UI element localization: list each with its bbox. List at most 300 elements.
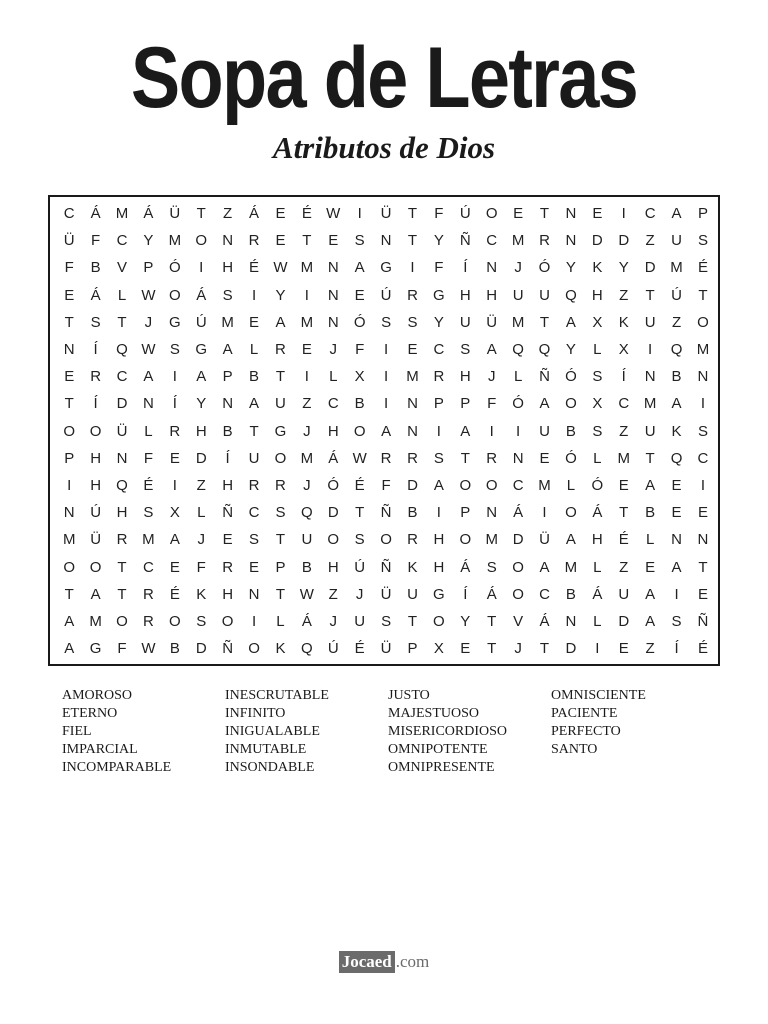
grid-cell: Q — [301, 640, 313, 658]
grid-cell: J — [514, 259, 522, 277]
grid-cell: B — [565, 585, 576, 603]
grid-cell: I — [674, 585, 679, 603]
grid-cell: Á — [90, 286, 101, 304]
grid-cell: Ú — [459, 205, 471, 223]
grid-cell: S — [671, 612, 682, 630]
grid-cell: H — [459, 368, 471, 386]
grid-cell: R — [169, 422, 181, 440]
grid-cell: N — [486, 504, 498, 522]
grid-cell: E — [697, 504, 708, 522]
grid-cell: F — [143, 449, 153, 467]
grid-cell: F — [487, 395, 497, 413]
grid-cell: F — [434, 205, 444, 223]
grid-cell: B — [565, 422, 576, 440]
grid-cell: Ü — [169, 205, 181, 223]
grid-cell: Á — [249, 205, 260, 223]
grid-cell: O — [63, 558, 76, 576]
grid-cell: I — [199, 259, 204, 277]
grid-cell: U — [354, 612, 366, 630]
grid-cell: T — [117, 558, 127, 576]
grid-cell: E — [671, 504, 682, 522]
logo-tld-text: .com — [395, 952, 430, 971]
grid-cell: O — [512, 585, 524, 603]
grid-cell: R — [90, 368, 102, 386]
grid-cell: B — [301, 558, 312, 576]
grid-cell: T — [117, 313, 127, 331]
grid-cell: E — [407, 341, 418, 359]
grid-cell: O — [380, 531, 392, 549]
grid-cell: Y — [565, 341, 576, 359]
grid-cell: Á — [513, 504, 524, 522]
grid-cell: T — [64, 585, 74, 603]
grid-cell: A — [433, 476, 444, 494]
grid-cell: E — [671, 476, 682, 494]
grid-cell: K — [671, 422, 682, 440]
grid-cell: O — [459, 531, 472, 549]
grid-cell: S — [354, 531, 365, 549]
grid-cell: P — [697, 205, 708, 223]
grid-cell: A — [249, 395, 260, 413]
grid-cell: S — [592, 422, 603, 440]
grid-cell: Y — [618, 259, 629, 277]
grid-cell: E — [169, 449, 180, 467]
grid-cell: O — [274, 449, 287, 467]
grid-cell: J — [144, 313, 153, 331]
grid-cell: N — [407, 395, 418, 413]
grid-cell: N — [697, 368, 709, 386]
grid-row — [56, 282, 716, 309]
grid-cell: R — [275, 476, 286, 494]
grid-cell: O — [353, 422, 366, 440]
grid-cell: C — [63, 205, 75, 223]
grid-cell: S — [407, 313, 418, 331]
grid-cell: I — [436, 422, 441, 440]
grid-cell: X — [592, 313, 603, 331]
grid-cell: M — [643, 395, 657, 413]
grid-cell: X — [433, 640, 444, 658]
grid-cell: Í — [463, 259, 468, 277]
grid-cell: P — [460, 504, 471, 522]
grid-cell: X — [354, 368, 365, 386]
grid-cell: Q — [301, 504, 313, 522]
grid-row — [56, 499, 716, 526]
grid-cell: T — [619, 504, 629, 522]
grid-cell: F — [381, 476, 391, 494]
grid-cell: H — [195, 422, 207, 440]
letter-grid — [56, 200, 716, 662]
grid-cell: C — [697, 449, 709, 467]
grid-cell: F — [434, 259, 444, 277]
grid-cell: F — [91, 232, 101, 250]
grid-cell: T — [117, 585, 127, 603]
grid-cell: T — [460, 449, 470, 467]
grid-cell: I — [304, 286, 309, 304]
grid-cell: Ó — [327, 476, 340, 494]
grid-cell: O — [565, 395, 577, 413]
word-item: MAJESTUOSO — [388, 706, 480, 721]
word-item: INCOMPARABLE — [62, 760, 172, 775]
grid-cell: G — [195, 341, 208, 359]
grid-cell: M — [696, 341, 710, 359]
grid-cell: Í — [93, 341, 98, 359]
grid-cell: A — [539, 395, 550, 413]
grid-row — [56, 635, 716, 662]
grid-cell: N — [327, 259, 339, 277]
grid-cell: G — [168, 313, 181, 331]
grid-cell: S — [169, 341, 180, 359]
grid-cell: Ú — [195, 313, 207, 331]
grid-cell: R — [248, 476, 260, 494]
grid-cell: Q — [116, 476, 128, 494]
grid-cell: N — [407, 422, 418, 440]
grid-cell: T — [487, 640, 497, 658]
grid-cell: W — [141, 640, 156, 658]
grid-cell: Y — [143, 232, 154, 250]
grid-cell: R — [539, 232, 550, 250]
grid-cell: F — [64, 259, 74, 277]
grid-cell: X — [592, 395, 603, 413]
grid-cell: F — [196, 558, 206, 576]
grid-cell: Í — [621, 368, 626, 386]
grid-cell: É — [697, 640, 708, 658]
grid-cell: M — [168, 232, 182, 250]
grid-cell: Ó — [591, 476, 604, 494]
grid-cell: Z — [645, 640, 655, 658]
grid-cell: U — [539, 422, 550, 440]
grid-cell: D — [195, 640, 207, 658]
grid-cell: E — [354, 286, 365, 304]
grid-cell: R — [433, 368, 445, 386]
word-column — [388, 687, 551, 777]
grid-cell: J — [329, 612, 338, 630]
grid-cell: I — [489, 422, 494, 440]
grid-cell: N — [565, 232, 577, 250]
grid-cell: E — [169, 558, 180, 576]
grid-cell: T — [355, 504, 365, 522]
grid-cell: Á — [90, 205, 101, 223]
grid-cell: X — [169, 504, 180, 522]
grid-cell: O — [697, 313, 709, 331]
grid-cell: Ü — [90, 531, 102, 549]
grid-cell: W — [326, 205, 341, 223]
grid-cell: T — [64, 313, 74, 331]
grid-cell: Í — [674, 640, 679, 658]
grid-cell: D — [644, 259, 656, 277]
grid-cell: T — [698, 558, 708, 576]
grid-cell: I — [172, 476, 177, 494]
grid-cell: E — [328, 232, 339, 250]
word-item: MISERICORDIOSO — [388, 724, 508, 739]
grid-cell: G — [433, 286, 445, 304]
grid-cell: A — [565, 531, 576, 549]
grid-cell: Y — [196, 395, 207, 413]
grid-cell: J — [329, 341, 338, 359]
grid-cell: T — [275, 531, 286, 549]
grid-cell: I — [700, 476, 706, 494]
grid-row — [56, 581, 716, 608]
grid-cell: J — [514, 640, 522, 658]
grid-cell: G — [380, 259, 392, 277]
grid-cell: Á — [592, 585, 603, 603]
grid-cell: E — [301, 341, 312, 359]
grid-cell: E — [539, 449, 550, 467]
grid-cell: T — [407, 612, 418, 630]
grid-cell: I — [172, 368, 177, 386]
grid-cell: T — [645, 449, 655, 467]
grid-cell: N — [565, 205, 577, 223]
grid-cell: U — [275, 395, 286, 413]
grid-cell: O — [221, 612, 234, 630]
grid-row — [56, 553, 716, 580]
grid-cell: P — [222, 368, 233, 386]
grid-cell: C — [486, 232, 498, 250]
grid-cell: S — [381, 313, 392, 331]
grid-cell: A — [169, 531, 180, 549]
grid-cell: Y — [433, 313, 444, 331]
grid-cell: L — [276, 612, 285, 630]
grid-cell: I — [410, 259, 415, 277]
grid-cell: S — [460, 341, 471, 359]
grid-row — [56, 363, 716, 390]
grid-cell: X — [618, 341, 629, 359]
grid-cell: L — [249, 341, 259, 359]
grid-cell: O — [327, 531, 340, 549]
grid-cell: N — [565, 612, 577, 630]
grid-cell: C — [618, 395, 630, 413]
grid-cell: K — [196, 585, 207, 603]
grid-cell: S — [222, 286, 233, 304]
grid-cell: C — [539, 585, 550, 603]
word-item: PACIENTE — [551, 706, 618, 721]
grid-cell: E — [618, 476, 629, 494]
grid-cell: Ü — [380, 205, 392, 223]
grid-cell: L — [593, 612, 602, 630]
grid-cell: N — [222, 232, 234, 250]
grid-cell: É — [169, 585, 180, 603]
grid-cell: U — [459, 313, 471, 331]
word-item: SANTO — [551, 742, 598, 757]
grid-cell: G — [89, 640, 102, 658]
grid-cell: Ñ — [380, 558, 392, 576]
grid-cell: C — [512, 476, 524, 494]
grid-cell: Ú — [380, 286, 392, 304]
grid-cell: W — [141, 286, 156, 304]
grid-cell: A — [64, 612, 75, 630]
grid-cell: W — [273, 259, 288, 277]
grid-cell: Ú — [354, 558, 366, 576]
grid-cell: R — [380, 449, 392, 467]
grid-cell: H — [459, 286, 471, 304]
grid-cell: T — [539, 313, 550, 331]
grid-cell: É — [697, 259, 708, 277]
grid-cell: M — [485, 531, 498, 549]
grid-cell: N — [671, 531, 682, 549]
grid-cell: T — [407, 232, 418, 250]
word-item: AMOROSO — [62, 688, 133, 703]
grid-cell: R — [248, 232, 260, 250]
grid-cell: M — [89, 612, 102, 630]
grid-cell: Á — [460, 558, 471, 576]
grid-cell: E — [460, 640, 471, 658]
grid-cell: B — [249, 368, 260, 386]
grid-cell: I — [383, 395, 389, 413]
grid-cell: D — [407, 476, 418, 494]
grid-row — [56, 336, 716, 363]
grid-cell: E — [275, 205, 286, 223]
grid-cell: M — [300, 259, 314, 277]
grid-cell: A — [354, 259, 365, 277]
grid-cell: I — [251, 286, 257, 304]
grid-cell: V — [117, 259, 128, 277]
grid-cell: O — [63, 422, 76, 440]
grid-cell: U — [512, 286, 524, 304]
grid-cell: R — [407, 531, 418, 549]
grid-cell: Ñ — [459, 232, 471, 250]
grid-cell: N — [116, 449, 128, 467]
grid-cell: H — [486, 286, 498, 304]
grid-cell: I — [542, 504, 547, 522]
grid-cell: M — [142, 531, 155, 549]
word-item: FIEL — [62, 724, 92, 739]
grid-cell: A — [64, 640, 75, 658]
grid-cell: T — [275, 368, 286, 386]
grid-cell: I — [304, 368, 309, 386]
grid-cell: D — [327, 504, 339, 522]
grid-cell: T — [407, 205, 418, 223]
word-item: IMPARCIAL — [62, 742, 138, 757]
grid-cell: P — [407, 640, 418, 658]
word-list — [62, 687, 714, 777]
grid-cell: É — [143, 476, 154, 494]
grid-cell: Z — [302, 395, 312, 413]
grid-row — [56, 445, 716, 472]
grid-cell: E — [513, 205, 524, 223]
grid-cell: F — [117, 640, 127, 658]
grid-cell: Ó — [168, 259, 181, 277]
grid-cell: Z — [196, 476, 206, 494]
grid-cell: Ñ — [222, 504, 234, 522]
grid-cell: D — [565, 640, 577, 658]
grid-cell: Ú — [90, 504, 102, 522]
grid-cell: G — [433, 585, 445, 603]
grid-cell: Z — [223, 205, 233, 223]
word-item: OMNISCIENTE — [551, 688, 646, 703]
grid-cell: I — [251, 612, 257, 630]
grid-cell: Í — [172, 395, 177, 413]
grid-cell: A — [196, 368, 207, 386]
grid-cell: J — [355, 585, 364, 603]
grid-cell: P — [460, 395, 471, 413]
grid-cell: M — [511, 232, 525, 250]
grid-cell: P — [275, 558, 286, 576]
grid-cell: É — [301, 205, 312, 223]
grid-cell: S — [381, 612, 392, 630]
grid-cell: C — [433, 341, 445, 359]
grid-cell: Ú — [327, 640, 339, 658]
grid-cell: C — [116, 368, 128, 386]
grid-cell: H — [433, 531, 445, 549]
grid-cell: Á — [196, 286, 207, 304]
grid-cell: N — [512, 449, 524, 467]
grid-cell: D — [591, 232, 603, 250]
grid-cell: Y — [565, 259, 576, 277]
grid-cell: Ó — [565, 368, 577, 386]
grid-cell: B — [671, 368, 682, 386]
grid-cell: Ó — [538, 259, 551, 277]
word-item: PERFECTO — [551, 724, 621, 739]
grid-cell: Ñ — [539, 368, 550, 386]
grid-cell: L — [513, 368, 523, 386]
grid-cell: R — [143, 585, 154, 603]
grid-cell: S — [697, 232, 708, 250]
grid-cell: P — [64, 449, 75, 467]
grid-cell: A — [645, 612, 656, 630]
grid-cell: M — [300, 449, 314, 467]
grid-cell: T — [196, 205, 206, 223]
grid-cell: M — [300, 313, 314, 331]
grid-cell: J — [197, 531, 205, 549]
grid-cell: H — [327, 422, 339, 440]
grid-cell: U — [671, 232, 682, 250]
grid-cell: O — [116, 612, 128, 630]
grid-cell: O — [433, 612, 445, 630]
grid-cell: H — [222, 259, 234, 277]
grid-cell: K — [275, 640, 286, 658]
grid-cell: N — [697, 531, 709, 549]
word-item: INMUTABLE — [225, 742, 307, 757]
grid-cell: D — [618, 612, 630, 630]
grid-cell: H — [90, 476, 102, 494]
grid-cell: P — [433, 395, 444, 413]
grid-cell: E — [275, 232, 286, 250]
grid-cell: Ü — [116, 422, 128, 440]
grid-cell: N — [143, 395, 154, 413]
grid-cell: D — [618, 232, 630, 250]
word-item: INSONDABLE — [225, 760, 315, 775]
grid-cell: Ó — [565, 449, 577, 467]
grid-cell: A — [381, 422, 392, 440]
grid-cell: E — [222, 531, 233, 549]
grid-cell: E — [592, 205, 603, 223]
word-item: JUSTO — [388, 688, 430, 703]
grid-cell: R — [222, 558, 234, 576]
grid-cell: Q — [670, 341, 683, 359]
grid-cell: M — [511, 313, 525, 331]
page-subtitle: Atributos de Dios — [272, 130, 496, 165]
grid-cell: Z — [619, 286, 629, 304]
grid-cell: Á — [592, 504, 603, 522]
grid-cell: I — [383, 341, 389, 359]
grid-cell: E — [64, 286, 75, 304]
grid-cell: Y — [460, 612, 471, 630]
grid-cell: A — [143, 368, 154, 386]
grid-cell: A — [275, 313, 286, 331]
grid-cell: Ü — [380, 585, 392, 603]
grid-cell: A — [90, 585, 101, 603]
grid-cell: V — [513, 612, 524, 630]
grid-cell: H — [222, 476, 234, 494]
grid-cell: N — [327, 286, 339, 304]
grid-cell: I — [516, 422, 521, 440]
grid-cell: I — [357, 205, 362, 223]
grid-row — [56, 472, 716, 499]
grid-cell: E — [618, 640, 629, 658]
grid-cell: É — [354, 640, 365, 658]
grid-cell: T — [249, 422, 259, 440]
grid-cell: É — [354, 476, 365, 494]
grid-cell: D — [512, 531, 524, 549]
grid-cell: Ñ — [380, 504, 392, 522]
